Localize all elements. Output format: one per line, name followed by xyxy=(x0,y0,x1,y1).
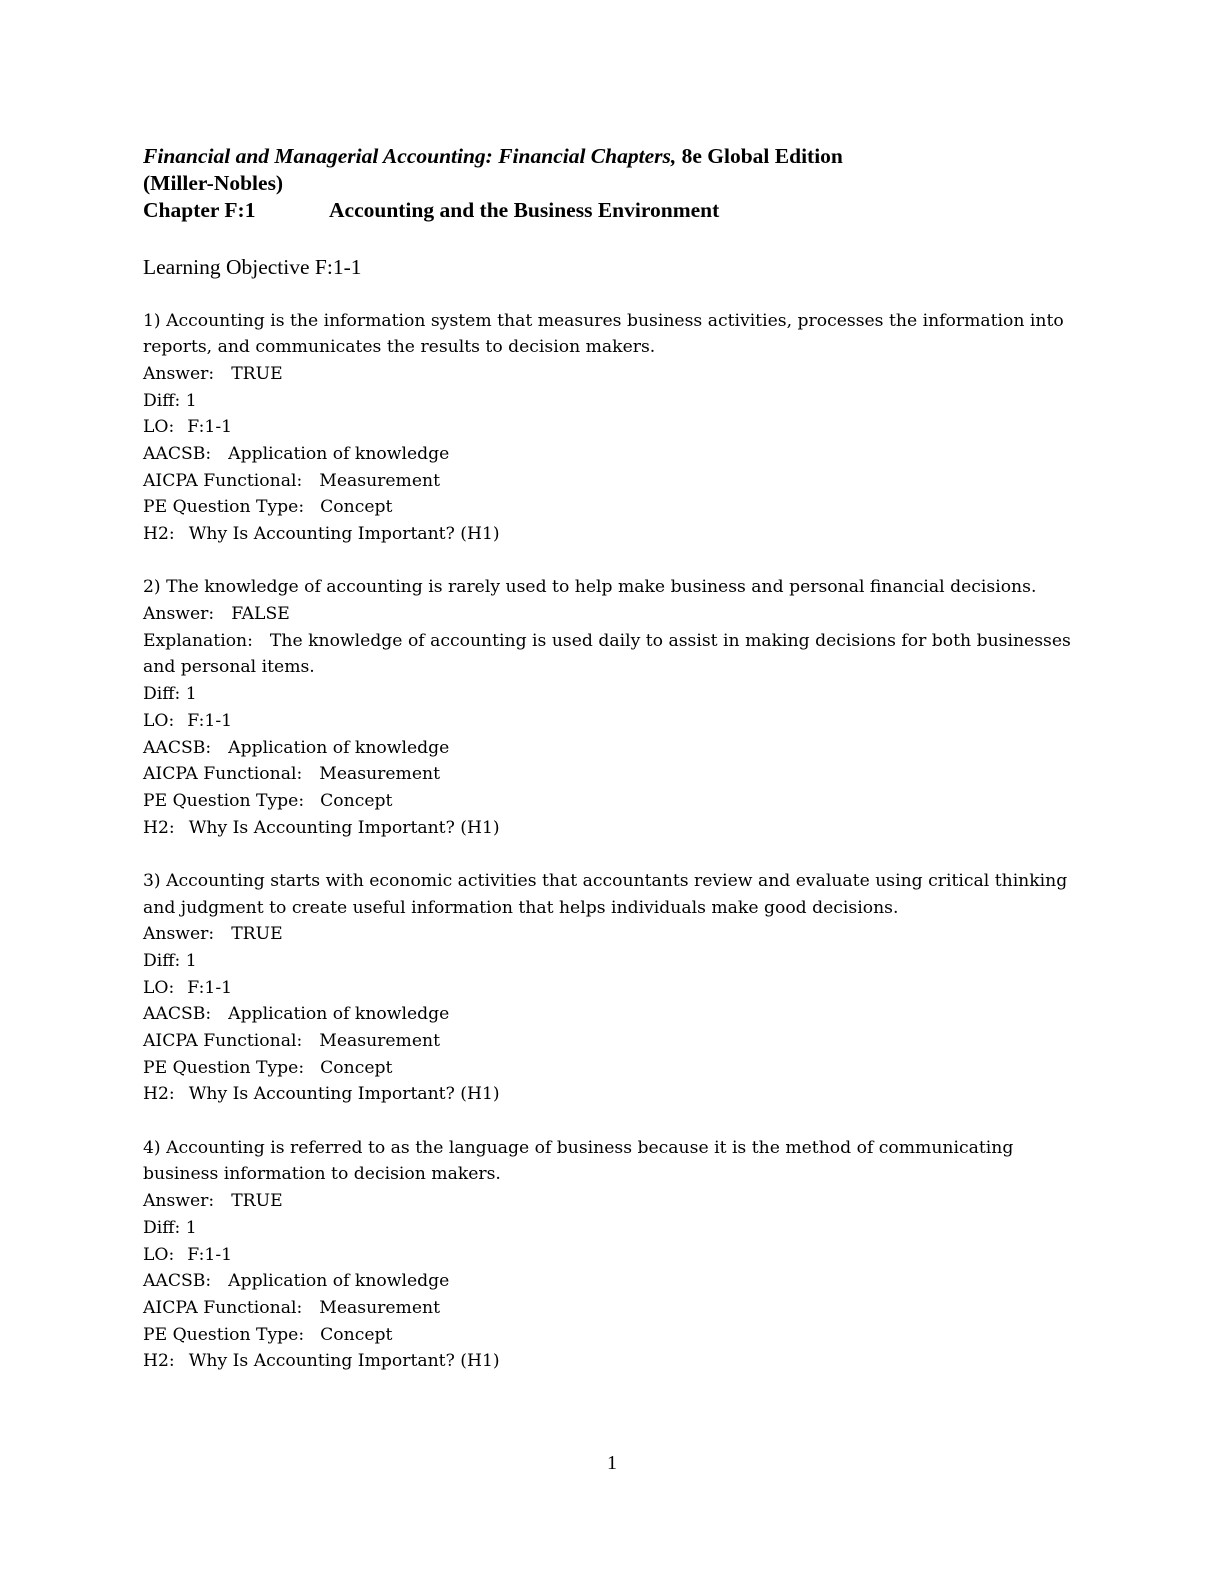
aacsb-value: Application of knowledge xyxy=(228,737,450,758)
aicpa-value: Measurement xyxy=(319,764,441,785)
answer-value: TRUE xyxy=(231,363,283,384)
lo-value: F:1-1 xyxy=(187,1244,233,1265)
diff-row xyxy=(143,681,1083,708)
question-text: reports, and communicates the results to decision makers. xyxy=(143,337,656,358)
explanation-label: Explanation: xyxy=(143,630,253,651)
aacsb-row xyxy=(143,1001,1083,1028)
answer-value: TRUE xyxy=(231,1191,283,1212)
question-text: 1) Accounting is the information system that measures business activities, processes the information into xyxy=(143,310,1064,331)
lo-label: LO: xyxy=(143,1244,175,1265)
pe-value: Concept xyxy=(320,497,393,518)
aacsb-label: AACSB: xyxy=(143,1271,212,1292)
h2-row xyxy=(143,1081,1083,1108)
pe-label: PE Question Type: xyxy=(143,790,305,811)
aacsb-label: AACSB: xyxy=(143,444,212,465)
lo-label: LO: xyxy=(143,417,175,438)
diff-value: 1 xyxy=(185,1217,197,1238)
lo-row xyxy=(143,708,1083,735)
explanation-text: The knowledge of accounting is used daily to assist in making decisions for both businesses xyxy=(269,630,1071,651)
diff-row xyxy=(143,1215,1083,1242)
h2-value: Why Is Accounting Important? (H1) xyxy=(188,1351,500,1372)
answer-row xyxy=(143,361,1083,388)
aacsb-row xyxy=(143,735,1083,762)
pe-row xyxy=(143,1322,1083,1349)
edition: 8e Global Edition xyxy=(681,144,843,168)
question-block xyxy=(143,308,1083,548)
h2-value: Why Is Accounting Important? (H1) xyxy=(188,817,500,838)
author: (Miller-Nobles) xyxy=(143,171,284,195)
aicpa-label: AICPA Functional: xyxy=(143,470,303,491)
explanation-line xyxy=(143,654,1083,681)
diff-row xyxy=(143,948,1083,975)
answer-row xyxy=(143,1188,1083,1215)
aacsb-row xyxy=(143,1268,1083,1295)
answer-row xyxy=(143,921,1083,948)
answer-row xyxy=(143,601,1083,628)
chapter-title: Accounting and the Business Environment xyxy=(329,198,720,222)
lo-label: LO: xyxy=(143,977,175,998)
answer-value: FALSE xyxy=(231,604,290,625)
answer-label: Answer: xyxy=(143,604,215,625)
question-block xyxy=(143,1135,1083,1375)
answer-value: TRUE xyxy=(231,924,283,945)
aicpa-label: AICPA Functional: xyxy=(143,1297,303,1318)
diff-value: 1 xyxy=(185,684,197,705)
page-number: 1 xyxy=(607,1452,617,1474)
h2-value: Why Is Accounting Important? (H1) xyxy=(188,524,500,545)
aicpa-label: AICPA Functional: xyxy=(143,1031,303,1052)
lo-row xyxy=(143,414,1083,441)
answer-label: Answer: xyxy=(143,1191,215,1212)
aacsb-row xyxy=(143,441,1083,468)
h2-label: H2: xyxy=(143,817,175,838)
h2-label: H2: xyxy=(143,1084,175,1105)
chapter-line xyxy=(143,197,1083,224)
book-title: Financial and Managerial Accounting: Financial Chapters, xyxy=(143,144,677,168)
lo-value: F:1-1 xyxy=(187,710,233,731)
question-text: and judgment to create useful information that helps individuals make good decisions. xyxy=(143,897,899,918)
diff-label: Diff: xyxy=(143,1217,181,1238)
aicpa-label: AICPA Functional: xyxy=(143,764,303,785)
diff-label: Diff: xyxy=(143,684,181,705)
h2-label: H2: xyxy=(143,1351,175,1372)
question-text: 3) Accounting starts with economic activities that accountants review and evaluate using critical thinking xyxy=(143,870,1068,891)
diff-label: Diff: xyxy=(143,390,181,411)
aicpa-value: Measurement xyxy=(319,1031,441,1052)
aacsb-value: Application of knowledge xyxy=(228,1004,450,1025)
diff-label: Diff: xyxy=(143,950,181,971)
pe-row xyxy=(143,1055,1083,1082)
pe-label: PE Question Type: xyxy=(143,497,305,518)
pe-value: Concept xyxy=(320,790,393,811)
lo-label: LO: xyxy=(143,710,175,731)
lo-row xyxy=(143,1242,1083,1269)
question-block xyxy=(143,574,1083,841)
diff-value: 1 xyxy=(185,390,197,411)
chapter-number: Chapter F:1 xyxy=(143,198,256,222)
aacsb-label: AACSB: xyxy=(143,1004,212,1025)
aacsb-label: AACSB: xyxy=(143,737,212,758)
aicpa-value: Measurement xyxy=(319,1297,441,1318)
pe-row xyxy=(143,494,1083,521)
explanation-text: and personal items. xyxy=(143,657,315,678)
h2-value: Why Is Accounting Important? (H1) xyxy=(188,1084,500,1105)
answer-label: Answer: xyxy=(143,363,215,384)
aicpa-row xyxy=(143,1028,1083,1055)
aacsb-value: Application of knowledge xyxy=(228,1271,450,1292)
question-text: 4) Accounting is referred to as the language of business because it is the method of communicating xyxy=(143,1137,1014,1158)
h2-row xyxy=(143,815,1083,842)
h2-row xyxy=(143,1348,1083,1375)
pe-label: PE Question Type: xyxy=(143,1057,305,1078)
book-title-line xyxy=(143,143,1083,170)
pe-row xyxy=(143,788,1083,815)
diff-row xyxy=(143,388,1083,415)
aacsb-value: Application of knowledge xyxy=(228,444,450,465)
aicpa-value: Measurement xyxy=(319,470,441,491)
question-text: 2) The knowledge of accounting is rarely used to help make business and personal financial decisions. xyxy=(143,577,1037,598)
question-block xyxy=(143,868,1083,1108)
lo-row xyxy=(143,975,1083,1002)
question-list xyxy=(143,308,1083,1376)
aicpa-row xyxy=(143,761,1083,788)
h2-row xyxy=(143,521,1083,548)
pe-value: Concept xyxy=(320,1324,393,1345)
lo-value: F:1-1 xyxy=(187,417,233,438)
learning-objective: Learning Objective F:1-1 xyxy=(143,255,362,279)
explanation-line xyxy=(143,628,1083,655)
answer-label: Answer: xyxy=(143,924,215,945)
h2-label: H2: xyxy=(143,524,175,545)
lo-value: F:1-1 xyxy=(187,977,233,998)
aicpa-row xyxy=(143,468,1083,495)
document-header xyxy=(143,143,1083,224)
document-page xyxy=(143,143,1083,1375)
pe-value: Concept xyxy=(320,1057,393,1078)
diff-value: 1 xyxy=(185,950,197,971)
pe-label: PE Question Type: xyxy=(143,1324,305,1345)
question-text: business information to decision makers. xyxy=(143,1164,501,1185)
aicpa-row xyxy=(143,1295,1083,1322)
